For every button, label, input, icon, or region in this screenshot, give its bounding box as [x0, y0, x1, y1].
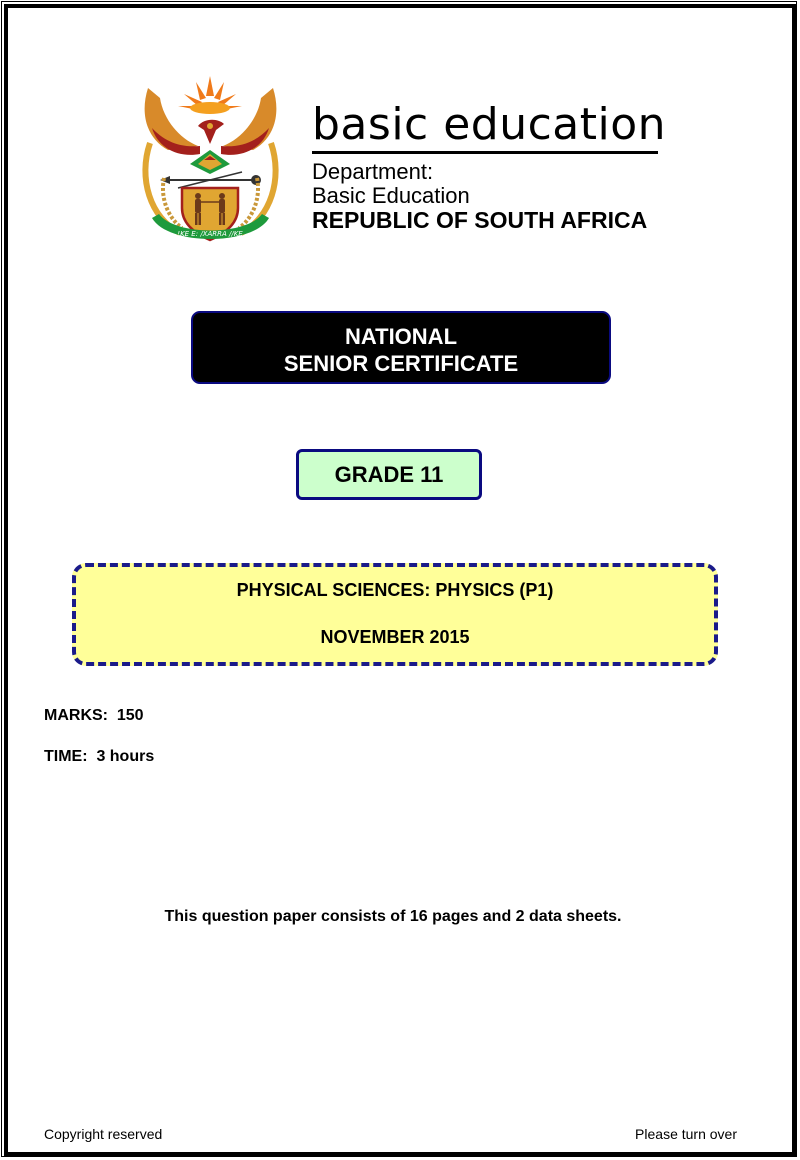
certificate-line-1: NATIONAL: [344, 324, 458, 349]
coat-of-arms-icon: [138, 68, 283, 248]
grade-badge: GRADE 11: [296, 449, 482, 500]
time-info: TIME: 3 hours: [44, 748, 155, 765]
certificate-line-2: SENIOR CERTIFICATE: [283, 351, 519, 376]
paper-page-count-note: This question paper consists of 16 pages and 2 data sheets.: [164, 908, 622, 925]
department-name: Basic Education: [312, 183, 470, 208]
brand-divider: [312, 151, 658, 154]
footer-turn-over: Please turn over: [635, 1126, 737, 1142]
marks-info: MARKS: 150: [44, 707, 144, 724]
subject-panel: [72, 563, 718, 666]
certificate-banner: [191, 311, 611, 384]
department-label: Department:: [312, 159, 434, 184]
subject-title: PHYSICAL SCIENCES: PHYSICS (P1): [236, 580, 554, 600]
exam-session: NOVEMBER 2015: [320, 627, 470, 647]
svg-text:!KE E: /XARRA //KE: !KE E: /XARRA //KE: [177, 230, 243, 238]
country-name: REPUBLIC OF SOUTH AFRICA: [312, 207, 648, 233]
brand-name: basic education: [312, 99, 667, 150]
footer-copyright: Copyright reserved: [44, 1126, 163, 1142]
